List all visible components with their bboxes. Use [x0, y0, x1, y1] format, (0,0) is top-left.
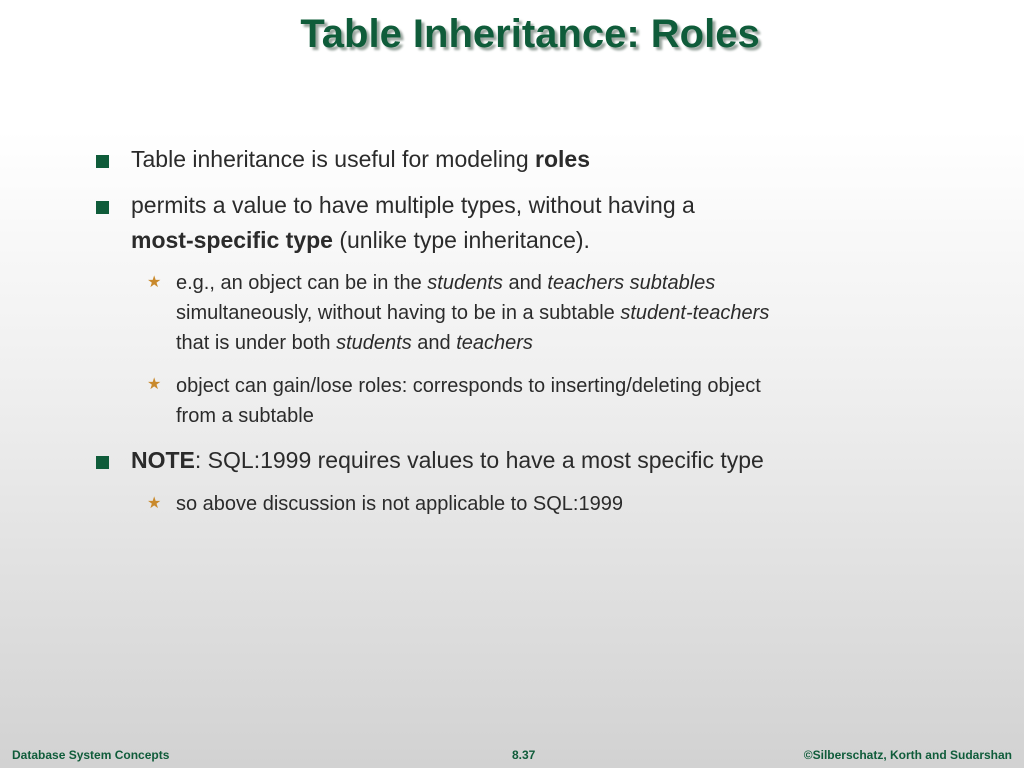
square-bullet-icon	[96, 201, 109, 214]
bullet-bold-text: most-specific type	[131, 227, 333, 253]
bullet-text: : SQL:1999 requires values to have a most specific type	[194, 447, 764, 473]
bullet-roles	[131, 142, 590, 177]
subbullet-italic: teachers	[456, 332, 533, 354]
subbullet-text: and	[502, 272, 548, 294]
subbullet-text: and	[411, 332, 457, 354]
subbullet-students-teachers	[176, 268, 976, 358]
star-bullet-icon: ★	[147, 495, 162, 512]
bullet-text: (unlike type inheritance).	[332, 227, 590, 253]
square-bullet-icon	[96, 456, 109, 469]
subbullet-text: e.g., an object can be in the	[176, 272, 428, 294]
subbullet-text: that is under both	[176, 332, 337, 354]
bullet-bold-text: NOTE	[131, 447, 195, 473]
footer-page-number: 8.37	[512, 748, 536, 762]
subbullet-text-line: object can gain/lose roles: corresponds to inserting/deleting object	[176, 375, 761, 397]
subbullet-italic: students	[427, 272, 503, 294]
square-bullet-icon	[96, 155, 109, 168]
subbullet-gain-lose-roles	[176, 371, 976, 431]
bullet-text: Table inheritance is useful for modeling	[131, 146, 536, 172]
footer-copyright: ©Silberschatz, Korth and Sudarshan	[803, 748, 1012, 762]
bullet-note	[131, 443, 764, 478]
subbullet-text: so above discussion is not applicable to SQL:1999	[176, 493, 623, 515]
bullet-text-line: permits a value to have multiple types, without having a	[131, 192, 695, 218]
bullet-bold-text: roles	[535, 146, 590, 172]
subbullet-italic: student-teachers	[620, 302, 770, 324]
bullet-multiple-types	[131, 188, 951, 258]
subbullet-italic: students	[336, 332, 412, 354]
subbullet-text-line: from a subtable	[176, 405, 314, 427]
footer-left: Database System Concepts	[12, 748, 170, 762]
star-bullet-icon: ★	[147, 376, 162, 393]
star-bullet-icon: ★	[147, 274, 162, 291]
subbullet-italic: teachers subtables	[547, 272, 716, 294]
subbullet-not-applicable	[176, 489, 623, 519]
slide-title: Table Inheritance: Roles	[300, 12, 760, 56]
subbullet-text: simultaneously, without having to be in a subtable	[176, 302, 621, 324]
